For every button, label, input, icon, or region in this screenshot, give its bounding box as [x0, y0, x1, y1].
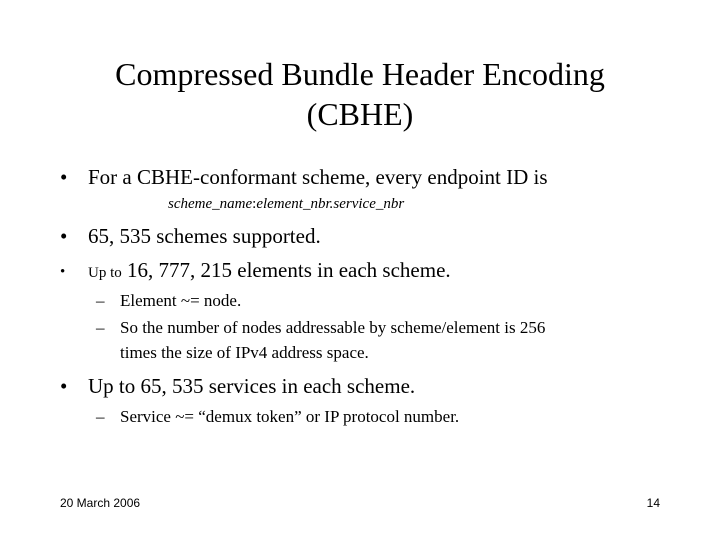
bullet-marker: • — [60, 165, 68, 189]
footer-date: 20 March 2006 — [60, 496, 141, 510]
bullet-marker: • — [60, 374, 68, 398]
slide-title-line-2: (CBHE) — [306, 96, 414, 132]
sub-bullet-text: Element ~= node. — [120, 291, 242, 310]
bullet-text: Up to 65, 535 services in each scheme. — [88, 374, 416, 398]
slide-title — [0, 54, 720, 134]
dot-separator: . — [329, 196, 334, 212]
page-number: 14 — [646, 496, 660, 510]
bullet-main-text: 16, 777, 215 elements in each scheme. — [121, 258, 451, 282]
service-nbr-token: service_nbr — [333, 196, 405, 212]
bullet-text — [88, 257, 451, 286]
bullet-text: 65, 535 schemes supported. — [88, 224, 321, 248]
sub-bullet-marker: – — [96, 318, 105, 337]
bullet-text: For a CBHE-conformant scheme, every endpoint ID is — [88, 165, 548, 189]
sub-bullet-text-line-2: times the size of IPv4 address space. — [120, 343, 369, 362]
endpoint-id-format — [168, 194, 404, 214]
bullet-small-prefix: Up to — [88, 265, 122, 281]
slide-title-line-1: Compressed Bundle Header Encoding — [115, 56, 605, 92]
sub-bullet-marker: – — [96, 407, 105, 426]
sub-bullet-marker: – — [96, 291, 105, 310]
bullet-marker: • — [60, 224, 68, 248]
sub-bullet-text: Service ~= “demux token” or IP protocol number. — [120, 407, 460, 426]
scheme-name-token: scheme_name — [168, 196, 253, 212]
bullet-marker: • — [60, 264, 66, 280]
colon-separator: : — [252, 196, 257, 212]
element-nbr-token: element_nbr — [256, 196, 330, 212]
sub-bullet-text-line-1: So the number of nodes addressable by scheme/element is 256 — [120, 318, 546, 337]
